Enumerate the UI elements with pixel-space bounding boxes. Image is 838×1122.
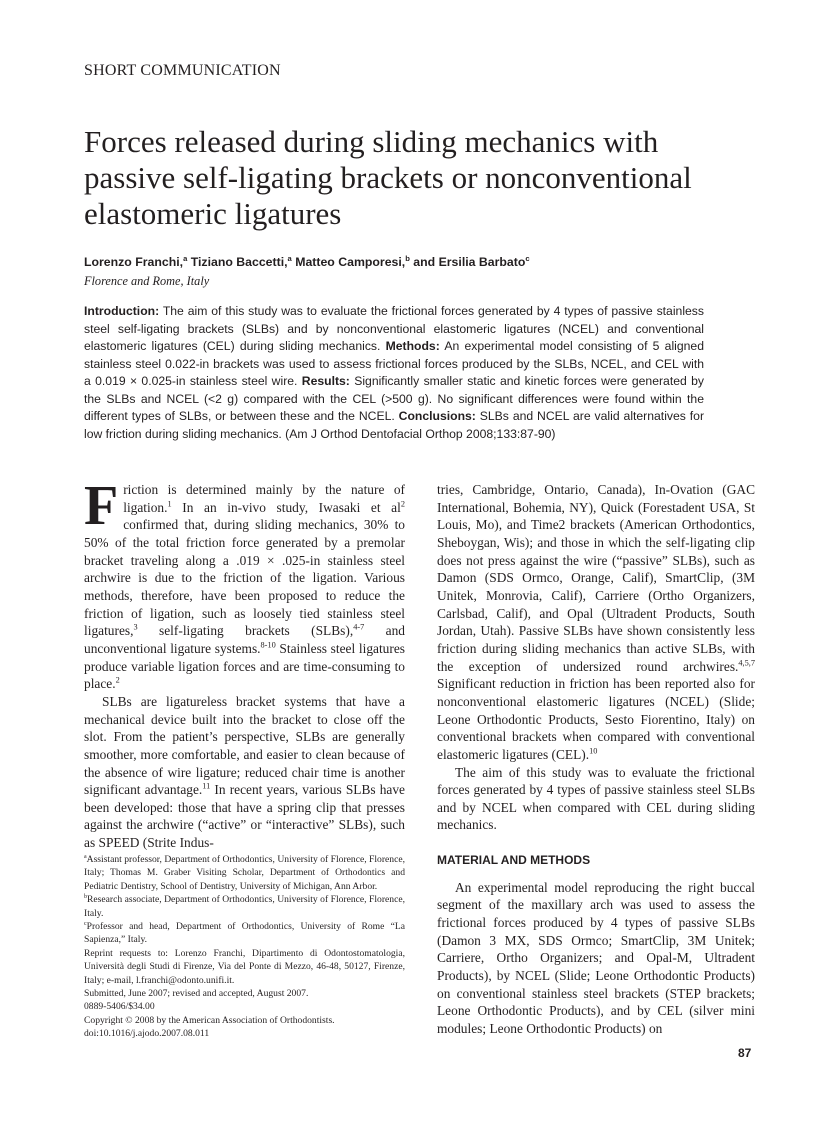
footnote-a: [84, 853, 405, 893]
superscript-ref: a: [84, 853, 87, 860]
body-paragraph: [84, 693, 405, 852]
body-paragraph: [437, 879, 755, 1038]
text-run: The aim of this study was to evaluate the frictional forces generated by 4 types of passive stainless steel self-ligating brackets (SLBs) and by nonconventional elastomeric ligatures (NCEL) and conventional elastomeric ligatures (CEL) during sliding mechanics.: [84, 304, 704, 353]
text-run: Lorenzo Franchi,: [84, 255, 184, 269]
text-run: In an in-vivo study, Iwasaki et al: [171, 499, 401, 515]
superscript-ref: 2: [400, 499, 405, 509]
footnotes: [84, 853, 405, 1041]
text-run: tries, Cambridge, Ontario, Canada), In-Ovation (GAC International, Bohemia, NY), Quick (Forestadent USA, St Louis, Mo), and Time2 brackets (American Orthodontics, Sheboygan, Wis); and those in which the self-ligating clip does not press against the wire (“passive” SLBs), such as Damon (SDS Ormco, Orange, Calif), SmartClip, (3M Unitek, Monrovia, Calif), Carriere (Ortho Organizers, Carlsbad, Calif), and Opal (Ultradent Products, South Jordan, Utah). Passive SLBs have shown consistently less friction during sliding mechanics than active SLBs, with the exception of undersized round archwires.: [437, 482, 755, 674]
superscript-ref: 1: [167, 499, 172, 509]
copyright: Copyright © 2008 by the American Association of Orthodontists.: [84, 1014, 335, 1026]
superscript-ref: 4,5,7: [738, 658, 755, 668]
price-code: 0889-5406/$34.00: [84, 1001, 155, 1013]
reprint-requests: Reprint requests to: Lorenzo Franchi, Dipartimento di Odontostomatologia, Università degli Studi di Firenze, Via del Ponte di Mezzo, 46-48, 50127, Firenze, Italy; e-mail, l.franchi@odonto.unifi.it.: [84, 947, 405, 986]
body-paragraph: [84, 475, 405, 693]
superscript-ref: 3: [133, 622, 138, 632]
superscript-ref: c: [84, 920, 87, 927]
body-paragraph: [437, 764, 755, 835]
doi-link[interactable]: doi:10.1016/j.ajodo.2007.08.011: [84, 1028, 210, 1040]
text-run: SLBs are ligatureless bracket systems that have a mechanical device built into the bracket to close off the slot. From the patient’s perspective, SLBs are generally smoother, more comfortable, and easier to clean because of the absence of wire ligature; reduced chair time is another significant advantage.: [84, 693, 405, 798]
text-run: In recent years, various SLBs have been developed: those that have a spring clip that presses against the archwire (“active” or “interactive” SLBs), such as SPEED (Strite Indus-: [84, 782, 405, 851]
left-column: [84, 475, 405, 852]
text-run: Significantly smaller static and kinetic forces were generated by the SLBs and NCEL (<2 g) compared with the CEL (>500 g). No significant differences were found within the different types of SLBs, or between these and the NCEL.: [84, 374, 704, 423]
article-title: Forces released during sliding mechanics with passive self-ligating brackets or nonconventional elastomeric ligatures: [84, 124, 692, 231]
drop-cap: F: [84, 475, 119, 537]
superscript-ref: c: [525, 253, 530, 263]
text-run: Tiziano Baccetti,: [187, 255, 288, 269]
text-run: Stainless steel ligatures produce variable ligation forces and are time-consuming to place.: [84, 640, 405, 692]
text-run: An experimental model consisting of 5 aligned stainless steel 0.022-in brackets was used to assess frictional forces produced by the SLBs, NCEL, and CEL with a 0.019 × 0.025-in stainless steel wire.: [84, 339, 704, 388]
text-run: The aim of this study was to evaluate the frictional forces generated by 4 types of passive stainless steel SLBs and by NCEL when compared with CEL during sliding mechanics.: [437, 764, 755, 833]
text-run: self-ligating brackets (SLBs),: [137, 623, 354, 639]
right-column: [437, 481, 755, 1038]
text-run: Significant reduction in friction has been reported also for nonconventional elastomeric ligatures (NCEL) (Slide; Leone Orthodontic Products, Sesto Fiorentino, Italy) on conventional brackets when compared with conventional elastomeric ligatures (CEL).: [437, 676, 755, 762]
bold-label: Results:: [301, 374, 350, 388]
text-run: riction is determined mainly by the nature of ligation.: [123, 482, 405, 515]
superscript-ref: 4-7: [353, 622, 365, 632]
footnote-b: [84, 893, 405, 920]
bold-label: Conclusions:: [398, 409, 476, 423]
bold-label: Introduction:: [84, 304, 160, 318]
text-run: Research associate, Department of Orthodontics, University of Florence, Florence, Italy.: [84, 894, 405, 919]
text-run: and unconventional ligature systems.: [84, 623, 405, 656]
submission-dates: Submitted, June 2007; revised and accepted, August 2007.: [84, 988, 309, 1000]
text-run: SLBs and NCEL are valid alternatives for low friction during sliding mechanics. (Am J Orthod Dentofacial Orthop 2008;133:87-90): [84, 409, 704, 441]
superscript-ref: 10: [589, 746, 598, 756]
text-run: confirmed that, during sliding mechanics, 30% to 50% of the total friction force generated by a premolar bracket traveling along a .019 × .025-in stainless steel archwire is due to the friction of the ligation. Various methods, therefore, have been proposed to reduce the friction of ligation, such as loosely tied stainless steel ligatures,: [84, 517, 405, 639]
footnote-c: [84, 920, 405, 947]
abstract: [84, 303, 704, 443]
bold-label: Methods:: [385, 339, 440, 353]
superscript-ref: b: [84, 894, 87, 901]
author-location: Florence and Rome, Italy: [84, 274, 210, 288]
superscript-ref: 11: [202, 781, 211, 791]
section-label: SHORT COMMUNICATION: [84, 62, 281, 79]
text-run: An experimental model reproducing the right buccal segment of the maxillary arch was used to assess the frictional forces produced by 4 types of passive SLBs (Damon 3 MX, SDS Ormco; SmartClip, 3M Unitek; Carriere, Ortho Organizers; and Opal-M, Ultradent Products), by NCEL (Slide; Leone Orthodontic Products) on conventional stainless steel brackets (STEP brackets; Leone Orthodontic Products), and by CEL (silver mini modules; Leone Orthodontic Products) on: [437, 879, 755, 1037]
superscript-ref: 2: [115, 675, 120, 685]
author-list: [84, 255, 530, 269]
page-number: 87: [738, 1046, 752, 1060]
body-paragraph: [437, 481, 755, 764]
superscript-ref: a: [287, 253, 292, 263]
section-heading: MATERIAL AND METHODS: [437, 853, 591, 868]
superscript-ref: b: [405, 253, 410, 263]
text-run: Professor and head, Department of Orthodontics, University of Rome “La Sapienza,” Italy.: [84, 921, 405, 946]
text-run: and Ersilia Barbato: [409, 255, 526, 269]
text-run: Assistant professor, Department of Orthodontics, University of Florence, Florence, Italy; Thomas M. Graber Visiting Scholar, Department of Orthodontics and Pediatric Dentistry, School of Dentistry, University of Michigan, Ann Arbor.: [84, 854, 405, 892]
superscript-ref: a: [183, 253, 188, 263]
superscript-ref: 8-10: [260, 640, 276, 650]
text-run: Matteo Camporesi,: [291, 255, 406, 269]
